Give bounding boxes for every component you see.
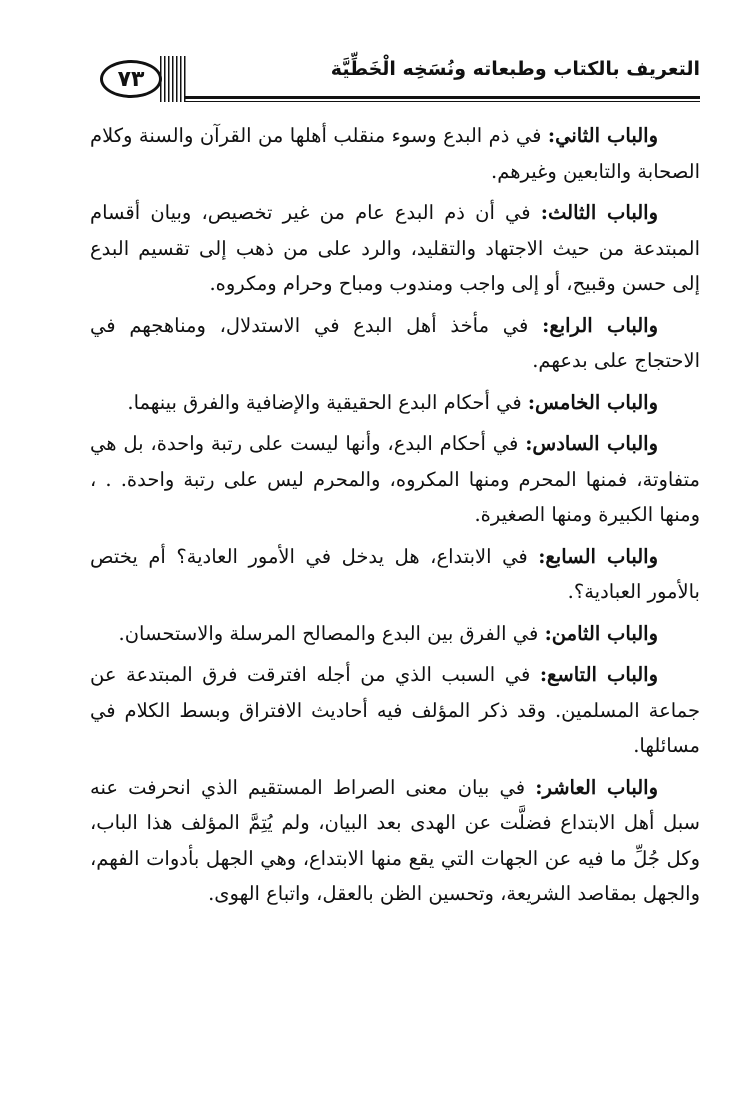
chapter-text: في أن ذم البدع عام من غير تخصيص، وبيان أقسام المبتدعة من حيث الاجتهاد والتقليد، والرد على من ذهب إلى تقسيم البدع إلى حسن وقبيح، أو إلى واجب ومندوب ومباح وحرام ومكروه. <box>90 201 700 295</box>
chapter-heading: والباب العاشر: <box>535 775 658 799</box>
chapter-text: في بيان معنى الصراط المستقيم الذي انحرفت عنه سبل أهل الابتداع فضلَّت عن الهدى بعد البيان، ولم يُتِمَّ المؤلف هذا الباب، وكل جُلِّ ما فيه عن الجهات التي يقع منها الابتداع، وهي الجهل بأدوات الفهم، والجهل بمقاصد الشريعة، وتحسين الظن بالعقل، واتباع الهوى. <box>90 775 700 905</box>
chapter-text: في أحكام البدع الحقيقية والإضافية والفرق بينهما. <box>127 390 528 414</box>
page-body <box>90 118 700 918</box>
header-rule-thick <box>184 96 700 99</box>
chapter-text: في السبب الذي من أجله افترقت فرق المبتدعة عن جماعة المسلمين. وقد ذكر المؤلف فيه أحاديث الافتراق وبسط الكلام في مسائلها. <box>90 663 700 757</box>
chapter-paragraph <box>90 539 700 610</box>
page-header <box>100 48 700 102</box>
page-number-badge <box>100 60 162 98</box>
chapter-paragraph <box>90 195 700 302</box>
chapter-text: في ذم البدع وسوء منقلب أهلها من القرآن والسنة وكلام الصحابة والتابعين وغيرهم. <box>90 124 700 183</box>
chapter-paragraph <box>90 616 700 652</box>
chapter-heading: والباب الثاني: <box>547 124 659 147</box>
chapter-heading: والباب السادس: <box>525 432 658 455</box>
chapter-heading: والباب التاسع: <box>539 663 658 686</box>
chapter-heading: والباب السابع: <box>538 544 659 568</box>
chapter-text: في مأخذ أهل البدع في الاستدلال، ومناهجهم في الاحتجاج على بدعهم. <box>90 313 700 372</box>
chapter-paragraph <box>90 770 700 912</box>
chapter-paragraph <box>90 308 700 379</box>
chapter-paragraph <box>90 657 700 764</box>
chapter-text: في أحكام البدع، وأنها ليست على رتبة واحدة، بل هي متفاوتة، فمنها المحرم ومنها المكروه، والمحرم ليس على رتبة واحدة. . ، ومنها الكبيرة ومنها الصغيرة. <box>90 432 700 526</box>
header-rule-thin <box>184 101 700 102</box>
chapter-heading: والباب الثامن: <box>544 621 658 645</box>
running-title: التعريف بالكتاب وطبعاته ونُسَخِه الْخَطِّيَّة <box>330 58 700 80</box>
chapter-paragraph <box>90 385 700 421</box>
page-number: ٧٣ <box>117 66 145 92</box>
chapter-heading: والباب الثالث: <box>540 201 658 224</box>
chapter-heading: والباب الرابع: <box>542 313 658 337</box>
chapter-text: في الابتداع، هل يدخل في الأمور العادية؟ أم يختص بالأمور العبادية؟. <box>90 544 700 603</box>
chapter-heading: والباب الخامس: <box>527 390 658 414</box>
chapter-paragraph <box>90 426 700 533</box>
header-ornament <box>160 56 186 102</box>
chapter-paragraph <box>90 118 700 189</box>
chapter-text: في الفرق بين البدع والمصالح المرسلة والاستحسان. <box>118 621 545 645</box>
